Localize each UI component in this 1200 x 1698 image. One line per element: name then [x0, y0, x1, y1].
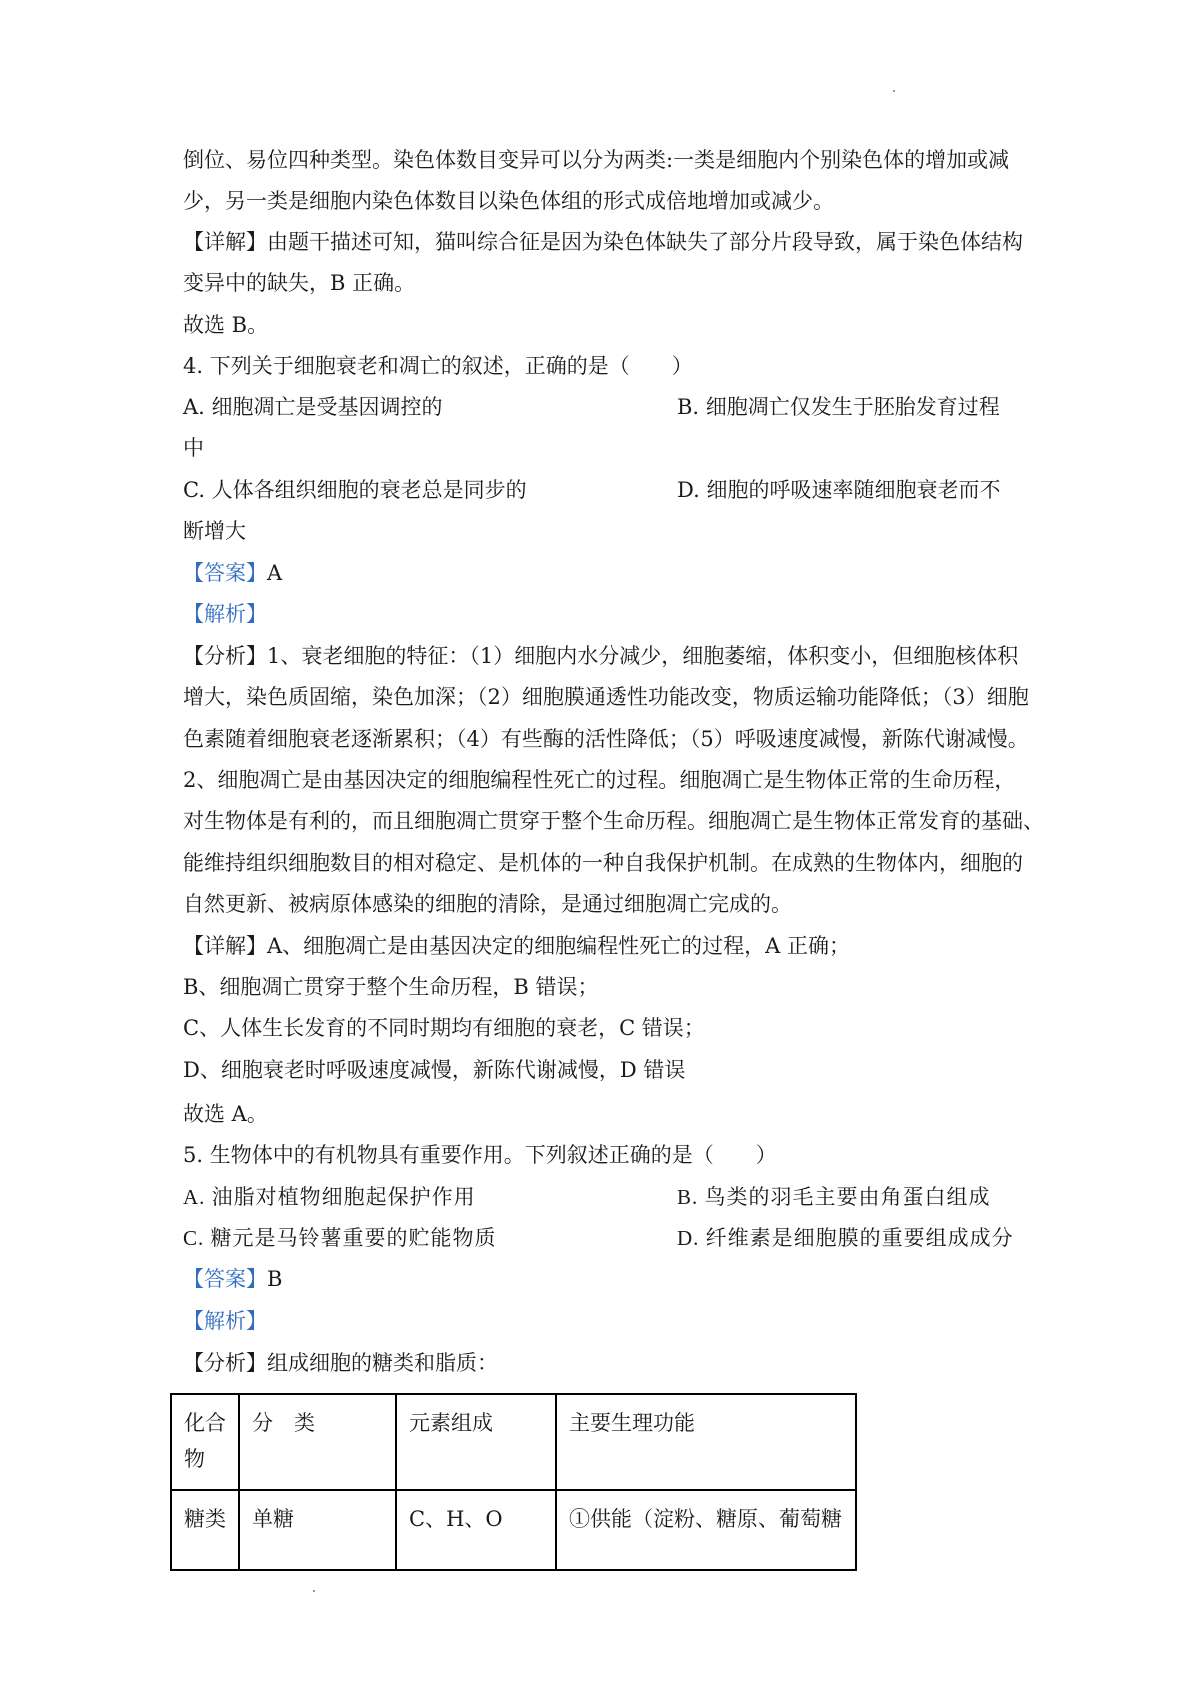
q5-option-d: D. 纤维素是细胞膜的重要组成成分	[677, 1226, 1014, 1250]
table-header-row	[171, 1394, 856, 1490]
detail-line: B、细胞凋亡贯穿于整个生命历程，B 错误；	[183, 975, 599, 999]
detail-line: 【详解】A、细胞凋亡是由基因决定的细胞编程性死亡的过程，A 正确；	[183, 934, 851, 958]
scan-speck	[313, 1590, 315, 1592]
conclusion-line: 故选 B。	[183, 313, 269, 337]
analysis-line: 【分析】组成细胞的糖类和脂质：	[183, 1351, 498, 1375]
detail-line: 变异中的缺失，B 正确。	[183, 271, 416, 295]
table-row	[171, 1490, 856, 1570]
answer-label: 【答案】	[183, 1267, 267, 1291]
detail-line: C、人体生长发育的不同时期均有细胞的衰老，C 错误；	[183, 1016, 705, 1040]
q4-option-a: A. 细胞凋亡是受基因调控的	[183, 395, 443, 419]
analysis-line: 【分析】1、衰老细胞的特征：（1）细胞内水分减少，细胞萎缩，体积变小，但细胞核体积	[183, 644, 1019, 668]
sugar-lipid-table	[170, 1393, 857, 1571]
paragraph-line: 倒位、易位四种类型。染色体数目变异可以分为两类:一类是细胞内个别染色体的增加或减	[183, 148, 1010, 172]
answer-value: B	[267, 1267, 283, 1291]
q5-option-c: C. 糖元是马铃薯重要的贮能物质	[183, 1226, 497, 1250]
analysis-line: 色素随着细胞衰老逐渐累积；（4）有些酶的活性降低；（5）呼吸速度减慢，新陈代谢减慢。	[183, 727, 1029, 751]
table-cell: ①供能（淀粉、糖原、葡萄糖	[556, 1490, 856, 1570]
answer-label: 【答案】	[183, 561, 267, 585]
q5-option-a: A. 油脂对植物细胞起保护作用	[183, 1185, 476, 1209]
analysis-line: 能维持组织细胞数目的相对稳定、是机体的一种自我保护机制。在成熟的生物体内，细胞的	[183, 851, 1023, 875]
table-cell: C、H、O	[396, 1490, 556, 1570]
q5-analysis-label: 【解析】	[183, 1309, 267, 1333]
q5-option-b: B. 鸟类的羽毛主要由角蛋白组成	[677, 1185, 991, 1209]
q4-analysis-label: 【解析】	[183, 602, 267, 626]
q4-answer	[183, 558, 282, 588]
detail-line: 【详解】由题干描述可知，猫叫综合征是因为染色体缺失了部分片段导致，属于染色体结构	[183, 230, 1023, 254]
q4-option-d-wrap: 断增大	[183, 519, 246, 543]
table-cell: 糖类	[171, 1490, 239, 1570]
table-header-cell: 主要生理功能	[556, 1394, 856, 1490]
analysis-line: 自然更新、被病原体感染的细胞的清除，是通过细胞凋亡完成的。	[183, 892, 792, 916]
q4-option-b: B. 细胞凋亡仅发生于胚胎发育过程	[677, 395, 1000, 419]
analysis-line: 对生物体是有利的，而且细胞凋亡贯穿于整个生命历程。细胞凋亡是生物体正常发育的基础、	[183, 809, 1044, 833]
scan-speck	[893, 90, 895, 92]
analysis-line: 增大，染色质固缩，染色加深；（2）细胞膜通透性功能改变，物质运输功能降低；（3）细胞	[183, 685, 1029, 709]
table-cell: 单糖	[239, 1490, 396, 1570]
paragraph-line: 少，另一类是细胞内染色体数目以染色体组的形式成倍地增加或减少。	[183, 189, 834, 213]
detail-line: D、细胞衰老时呼吸速度减慢，新陈代谢减慢，D 错误	[183, 1058, 686, 1082]
table-header-cell: 元素组成	[396, 1394, 556, 1490]
answer-value: A	[267, 561, 283, 585]
analysis-line: 2、细胞凋亡是由基因决定的细胞编程性死亡的过程。细胞凋亡是生物体正常的生命历程，	[183, 768, 1016, 792]
q4-option-c: C. 人体各组织细胞的衰老总是同步的	[183, 478, 527, 502]
q4-option-b-wrap: 中	[183, 436, 204, 460]
table-header-cell: 化合 物	[171, 1394, 239, 1490]
q5-answer	[183, 1264, 282, 1294]
conclusion-line: 故选 A。	[183, 1102, 268, 1126]
question-5-stem: 5. 生物体中的有机物具有重要作用。下列叙述正确的是（ ）	[183, 1143, 777, 1167]
question-4-stem: 4. 下列关于细胞衰老和凋亡的叙述，正确的是（ ）	[183, 354, 693, 378]
q4-option-d: D. 细胞的呼吸速率随细胞衰老而不	[677, 478, 1001, 502]
table-header-cell: 分 类	[239, 1394, 396, 1490]
